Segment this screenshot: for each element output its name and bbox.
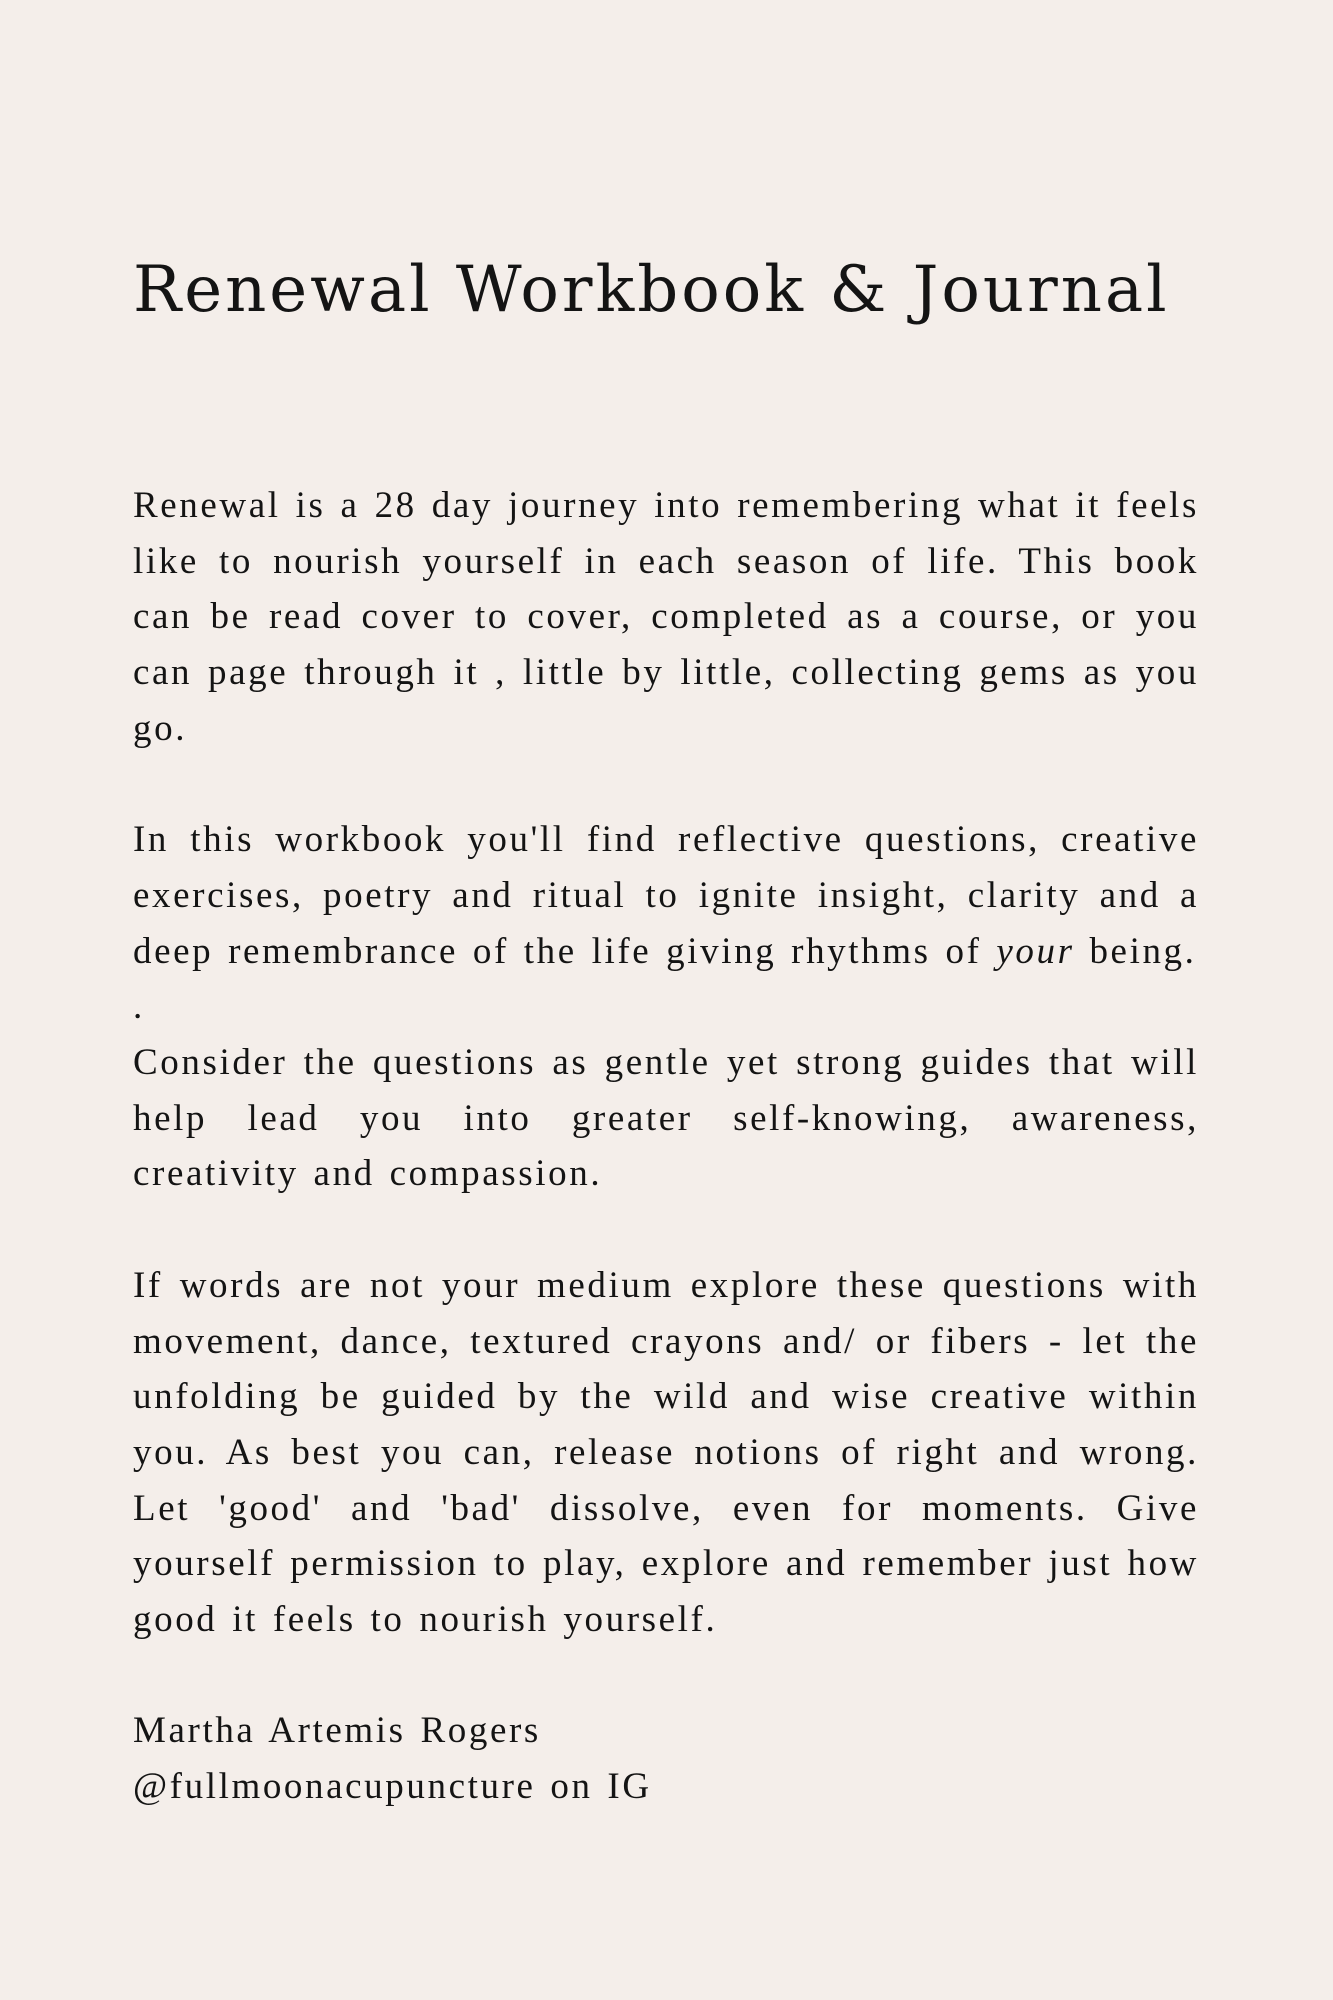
paragraph-separator-dot: . — [133, 986, 145, 1028]
document-body — [133, 478, 1199, 1815]
paragraph-workbook-text-after: being. — [1074, 930, 1197, 972]
paragraph-spacer — [133, 1202, 1199, 1258]
paragraph-spacer — [133, 1648, 1199, 1704]
paragraph-workbook-text-before: In this workbook you'll find reflective questions, creative exercises, poetry and ritual to ignite insight, clarity and a deep remembrance of the life giving rhythms of — [133, 819, 1199, 972]
paragraph-intro: Renewal is a 28 day journey into remembering what it feels like to nourish yourself in each season of life. This book can be read cover to cover, completed as a course, or you can page through it , little by little, collecting gems as you go. — [133, 485, 1199, 749]
paragraph-workbook — [133, 812, 1199, 979]
paragraph-medium: If words are not your medium explore these questions with movement, dance, textured crayons and/ or fibers - let the unfolding be guided by the wild and wise creative within you. As best you can, release notions of right and wrong. Let 'good' and 'bad' dissolve, even for moments. Give yourself permission to play, explore and remember just how good it feels to nourish yourself. — [133, 1264, 1199, 1641]
paragraph-spacer — [133, 757, 1199, 813]
paragraph-questions: Consider the questions as gentle yet strong guides that will help lead you into greater self-knowing, awareness, creativity and compassion. — [133, 1042, 1199, 1195]
document-page — [133, 0, 1199, 2000]
author-handle: @fullmoonacupuncture on IG — [133, 1766, 652, 1808]
paragraph-workbook-emphasis: your — [996, 930, 1075, 972]
page-title: Renewal Workbook & Journal — [133, 253, 1170, 327]
author-name: Martha Artemis Rogers — [133, 1710, 541, 1752]
